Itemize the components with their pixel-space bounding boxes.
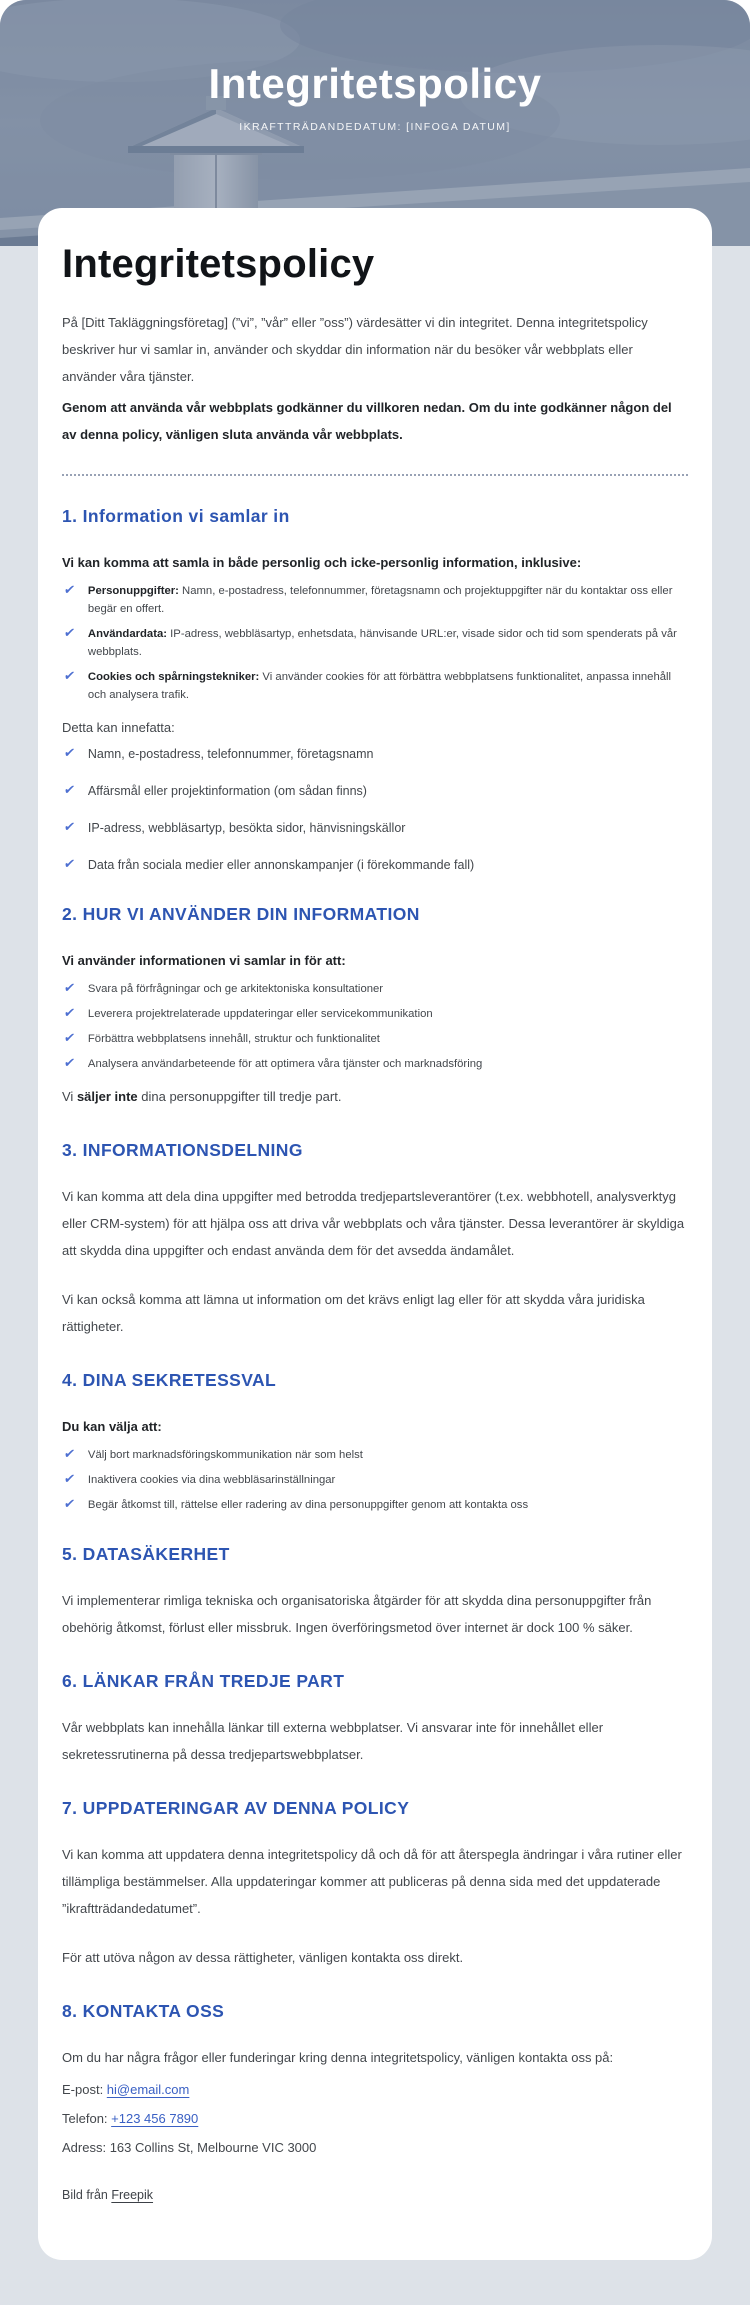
check-list — [64, 582, 688, 704]
check-list-item — [64, 782, 688, 800]
check-icon: ✔ — [63, 1030, 77, 1045]
check-list-item — [64, 625, 688, 661]
check-list-text: Cookies och spårningstekniker: Vi använder cookies för att förbättra webbplatsens funktionalitet, anpassa innehåll och analysera trafik. — [87, 671, 672, 701]
section-paragraph: Vi kan också komma att lämna ut information om det krävs enligt lag eller för att skydda våra juridiska rättigheter. — [62, 1292, 645, 1334]
check-list-text: Personuppgifter: Namn, e-postadress, telefonnummer, företagsnamn och projektuppgifter när du kontaktar oss eller begär en offert. — [87, 585, 673, 615]
check-list-item — [64, 856, 688, 874]
check-list-item — [64, 1471, 688, 1489]
hero-effective-date: IKRAFTTRÄDANDEDATUM: [INFOGA DATUM] — [239, 121, 511, 133]
contact-label: Adress: — [62, 2140, 110, 2155]
contact-label: Bild från — [62, 2188, 112, 2202]
dotted-divider — [62, 474, 688, 476]
check-list-text: IP-adress, webbläsartyp, besökta sidor, hänvisningskällor — [87, 821, 406, 835]
section-heading: 2. HUR VI ANVÄNDER DIN INFORMATION — [62, 904, 420, 924]
check-icon: ✔ — [63, 668, 77, 683]
intro-bold-paragraph: Genom att använda vår webbplats godkänner du villkoren nedan. Om du inte godkänner någon del av denna policy, vänligen sluta använda vår webbplats. — [62, 400, 672, 442]
check-list-item — [64, 819, 688, 837]
check-list-item — [64, 1030, 688, 1048]
check-list — [64, 1446, 688, 1514]
section-heading: 1. Information vi samlar in — [62, 506, 290, 526]
check-list-item — [64, 582, 688, 618]
check-list-item — [64, 980, 688, 998]
section-paragraph: Om du har några frågor eller funderingar kring denna integritetspolicy, vänligen kontakta oss på: — [62, 2050, 614, 2065]
intro-paragraph: På [Ditt Takläggningsföretag] (”vi”, ”vår” eller ”oss”) värdesätter vi din integritet. Denna integritetspolicy beskriver hur vi samlar in, använder och skyddar din information när du besöker vår webbplats eller använder våra tjänster. — [62, 315, 648, 384]
policy-section — [62, 506, 688, 874]
contact-line — [62, 2104, 688, 2133]
section-paragraph: Detta kan innefatta: — [62, 720, 175, 735]
section-heading: 8. KONTAKTA OSS — [62, 2001, 225, 2021]
check-list-item — [64, 1496, 688, 1514]
check-list-item — [64, 1005, 688, 1023]
section-heading: 6. LÄNKAR FRÅN TREDJE PART — [62, 1671, 345, 1691]
check-list-item — [64, 668, 688, 704]
section-lead: Vi kan komma att samla in både personlig och icke-personlig information, inklusive: — [62, 555, 582, 570]
section-paragraph: Vi säljer inte dina personuppgifter till tredje part. — [62, 1089, 342, 1104]
check-icon: ✔ — [63, 1496, 77, 1511]
check-icon: ✔ — [63, 980, 77, 995]
check-icon: ✔ — [63, 745, 77, 760]
check-icon: ✔ — [63, 1055, 77, 1070]
check-list-text: Namn, e-postadress, telefonnummer, företagsnamn — [87, 747, 374, 761]
contact-label: Telefon: — [62, 2111, 112, 2126]
check-icon: ✔ — [63, 819, 77, 834]
contact-value: 163 Collins St, Melbourne VIC 3000 — [109, 2140, 317, 2155]
check-list-text: Svara på förfrågningar och ge arkitektoniska konsultationer — [87, 983, 384, 995]
check-list — [64, 745, 688, 874]
hero-title: Integritetspolicy — [208, 60, 542, 107]
freepik-link[interactable]: Freepik — [111, 2188, 154, 2202]
contact-line — [62, 2075, 688, 2104]
check-icon: ✔ — [63, 1471, 77, 1486]
policy-section — [62, 904, 688, 1110]
check-icon: ✔ — [63, 1005, 77, 1020]
check-list-text: Förbättra webbplatsens innehåll, struktur och funktionalitet — [87, 1033, 380, 1045]
check-icon: ✔ — [63, 782, 77, 797]
check-icon: ✔ — [63, 1446, 77, 1461]
check-list — [64, 980, 688, 1073]
check-list-item — [64, 1055, 688, 1073]
policy-sections — [62, 506, 688, 2202]
section-lead: Du kan välja att: — [62, 1419, 162, 1434]
policy-section — [62, 1370, 688, 1514]
policy-section — [62, 1544, 688, 1641]
section-heading: 4. DINA SEKRETESSVAL — [62, 1370, 277, 1390]
section-paragraph: För att utöva någon av dessa rättigheter, vänligen kontakta oss direkt. — [62, 1950, 464, 1965]
policy-section — [62, 1671, 688, 1768]
section-paragraph: Vi kan komma att dela dina uppgifter med betrodda tredjepartsleverantörer (t.ex. webbhotell, analysverktyg eller CRM-system) för att hjälpa oss att driva vår webbplats och våra tjänster. Dessa leverantörer är skyldiga att skydda dina uppgifter och endast använda dem för det avsedda ändamålet. — [62, 1189, 685, 1258]
section-paragraph: Vår webbplats kan innehålla länkar till externa webbplatser. Vi ansvarar inte för innehållet eller sekretessrutinerna på dessa tredjepartswebbplatser. — [62, 1720, 604, 1762]
check-list-text: Data från sociala medier eller annonskampanjer (i förekommande fall) — [87, 858, 475, 872]
policy-section — [62, 2001, 688, 2202]
check-icon: ✔ — [63, 856, 77, 871]
check-list-item — [64, 1446, 688, 1464]
contact-label: E-post: — [62, 2082, 107, 2097]
page-title: Integritetspolicy — [62, 242, 375, 286]
check-list-text: Affärsmål eller projektinformation (om sådan finns) — [87, 784, 367, 798]
phone-link[interactable]: +123 456 7890 — [111, 2111, 199, 2126]
check-list-text: Analysera användarbeteende för att optimera våra tjänster och marknadsföring — [87, 1058, 483, 1070]
check-list-text: Begär åtkomst till, rättelse eller radering av dina personuppgifter genom att kontakta oss — [87, 1499, 529, 1511]
check-list-text: Välj bort marknadsföringskommunikation när som helst — [87, 1449, 363, 1461]
section-paragraph: Vi implementerar rimliga tekniska och organisatoriska åtgärder för att skydda dina personuppgifter från obehörig åtkomst, förlust eller missbruk. Ingen överföringsmetod över internet är dock 100 % säker. — [62, 1593, 652, 1635]
email-link[interactable]: hi@email.com — [106, 2082, 190, 2097]
policy-section — [62, 1140, 688, 1340]
section-lead: Vi använder informationen vi samlar in för att: — [62, 953, 346, 968]
section-heading: 7. UPPDATERINGAR AV DENNA POLICY — [62, 1798, 410, 1818]
check-icon: ✔ — [63, 582, 77, 597]
section-heading: 5. DATASÄKERHET — [62, 1544, 230, 1564]
contact-line — [62, 2133, 688, 2162]
check-list-item — [64, 745, 688, 763]
check-list-text: Användardata: IP-adress, webbläsartyp, enhetsdata, hänvisande URL:er, visade sidor och tid som spenderats på vår webbplats. — [87, 628, 677, 658]
check-list-text: Inaktivera cookies via dina webbläsarinställningar — [87, 1474, 336, 1486]
check-icon: ✔ — [63, 625, 77, 640]
image-credit — [62, 2188, 688, 2202]
policy-section — [62, 1798, 688, 1971]
check-list-text: Leverera projektrelaterade uppdateringar eller servicekommunikation — [87, 1008, 433, 1020]
section-paragraph: Vi kan komma att uppdatera denna integritetspolicy då och då för att återspegla ändringar i våra rutiner eller tillämpliga bestämmelser. Alla uppdateringar kommer att publiceras på denna sida med det uppdaterade ”ikraftträdandedatumet”. — [62, 1847, 682, 1916]
policy-card — [38, 208, 712, 2260]
section-heading: 3. INFORMATIONSDELNING — [62, 1140, 303, 1160]
